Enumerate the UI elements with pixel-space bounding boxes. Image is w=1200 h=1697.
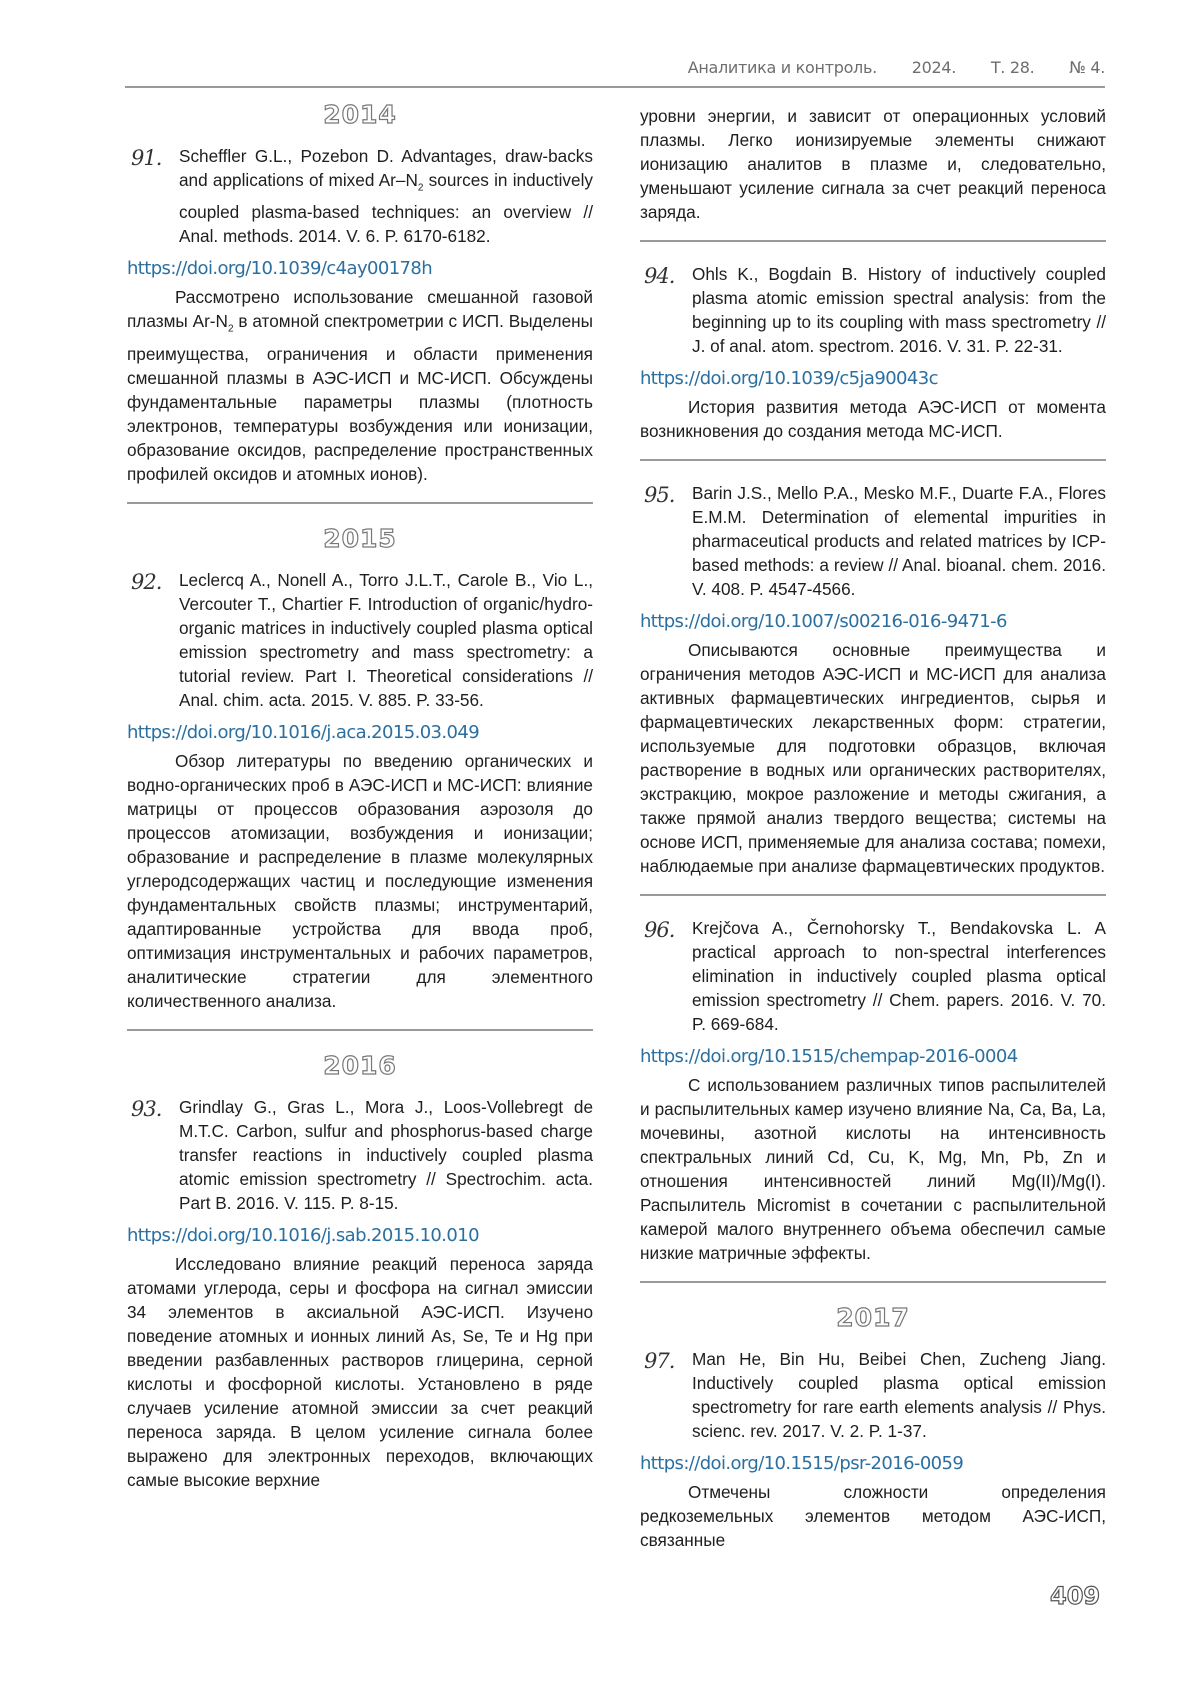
reference-citation: Ohls K., Bogdain B. History of inductively coupled plasma atomic emission spectral analysis: from the beginning up to its coupling with mass spectrometry // J. of anal. atom. spectrom. 2016. V. 31. P. 22-31. bbox=[692, 264, 1106, 356]
year-heading-2015: 2015 bbox=[323, 523, 397, 553]
running-header bbox=[125, 56, 1105, 88]
reference-abstract: Отмечены сложности определения редкоземельных элементов методом АЭС-ИСП, связанные bbox=[640, 1482, 1106, 1550]
page-number: 409 bbox=[1050, 1582, 1101, 1610]
reference-abstract: Описываются основные преимущества и ограничения методов АЭС-ИСП и МС-ИСП для анализа активных фармацевтических ингредиентов, сырья и фармацевтических лекарственных форм: стратегии, используемые для подготовки образцов, включая растворение в водных или органических растворителях, экстракцию, мокрое разложение и методы сжигания, а также прямой анализ твердого вещества; системы на основе ИСП, применяемые для анализа состава; помехи, наблюдаемые при анализе фармацевтических продуктов. bbox=[640, 640, 1106, 876]
subscript: 2 bbox=[417, 182, 424, 194]
journal-issue: № 4. bbox=[1069, 58, 1105, 77]
subscript: 2 bbox=[227, 323, 234, 335]
journal-volume: Т. 28. bbox=[990, 58, 1035, 77]
reference-citation bbox=[179, 144, 593, 248]
reference-entry-94 bbox=[640, 262, 1106, 358]
reference-number: 95. bbox=[644, 483, 675, 507]
doi-link[interactable]: https://doi.org/10.1515/chempap-2016-0004 bbox=[640, 1046, 1018, 1067]
reference-number: 97. bbox=[644, 1349, 675, 1373]
reference-number: 92. bbox=[131, 569, 162, 594]
doi-link[interactable]: https://doi.org/10.1039/c5ja90043c bbox=[640, 368, 938, 389]
reference-number: 94. bbox=[644, 264, 675, 288]
reference-citation: Man He, Bin Hu, Beibei Chen, Zucheng Jiang. Inductively coupled plasma optical emission spectrometry for rare earth elements analysis // Phys. scienc. rev. 2017. V. 2. P. 1-37. bbox=[692, 1349, 1106, 1441]
year-heading-2016: 2016 bbox=[323, 1050, 397, 1080]
divider bbox=[640, 894, 1106, 896]
divider bbox=[640, 459, 1106, 461]
reference-abstract-continuation: уровни энергии, и зависит от операционных условий плазмы. Легко ионизируемые элементы снижают ионизацию аналитов в плазме и, следовательно, уменьшают усиление сигнала за счет реакций переноса заряда. bbox=[640, 106, 1106, 222]
reference-abstract bbox=[127, 285, 593, 485]
reference-entry-92 bbox=[127, 568, 593, 712]
doi-link[interactable]: https://doi.org/10.1515/psr-2016-0059 bbox=[640, 1453, 964, 1474]
doi-link[interactable]: https://doi.org/10.1039/c4ay00178h bbox=[127, 258, 433, 280]
reference-entry-96 bbox=[640, 916, 1106, 1036]
reference-entry-97 bbox=[640, 1347, 1106, 1443]
reference-number: 91. bbox=[131, 146, 162, 170]
reference-citation: Grindlay G., Gras L., Mora J., Loos-Vollebregt de M.T.C. Carbon, sulfur and phosphorus-based charge transfer reactions in inductively coupled plasma atomic emission spectrometry // Spectrochim. acta. Part B. 2016. V. 115. P. 8-15. bbox=[179, 1096, 593, 1213]
reference-entry-91 bbox=[127, 144, 593, 248]
reference-entry-95 bbox=[640, 481, 1106, 601]
reference-abstract: С использованием различных типов распылителей и распылительных камер изучено влияние Na, Ca, Ba, La, мочевины, азотной кислоты на интенсивность спектральных линий Cd, Cu, K, Mg, Mn, Pb, Zn и отношения интенсивностей линий Mg(II)/Mg(I). Распылитель Micromist в сочетании с распылительной камерой малого внутреннего объема обеспечил самые низкие матричные эффекты. bbox=[640, 1075, 1106, 1263]
doi-link[interactable]: https://doi.org/10.1016/j.aca.2015.03.049 bbox=[127, 721, 480, 743]
divider bbox=[640, 240, 1106, 242]
reference-abstract: Исследовано влияние реакций переноса заряда атомами углерода, серы и фосфора на сигнал эмиссии 34 элементов в аксиальной АЭС-ИСП. Изучено поведение атомных и ионных линий As, Se, Te и Hg при введении разбавленных растворов глицерина, серной кислоты и фосфорной кислоты. Установлено в ряде случаев усиление атомной эмиссии за счет реакций переноса заряда. В целом усиление сигнала более выражено для электронных переходов, включающих самые высокие верхние bbox=[127, 1253, 593, 1490]
divider bbox=[127, 502, 593, 504]
abstract-text: в атомной спектрометрии с ИСП. Выделены преимущества, ограничения и области применения смешанной плазмы в АЭС-ИСП и МС-ИСП. Обсуждены фундаментальные параметры плазмы (плотность электронов, температуры возбуждения или ионизации, образование оксидов, распределение пространственных профилей оксидов и атомных ионов). bbox=[127, 311, 593, 484]
divider bbox=[640, 1281, 1106, 1283]
reference-abstract: Обзор литературы по введению органических и водно-органических проб в АЭС-ИСП и МС-ИСП: влияние матрицы от процессов образования аэрозоля до процессов атомизации, возбуждения и ионизации; образование и распределение в плазме молекулярных углеродсодержащих частиц и последующие изменения фундаментальных свойств плазмы; инструментарий, адаптированные устройства для ввода проб, оптимизация инструментальных и рабочих параметров, аналитические стратегии для элементного количественного анализа. bbox=[127, 750, 593, 1011]
citation-text: sources in inductively coupled plasma-based techniques: an overview // Anal. methods. 2014. V. 6. P. 6170-6182. bbox=[179, 170, 593, 247]
journal-title: Аналитика и контроль. bbox=[687, 58, 877, 77]
journal-info bbox=[658, 58, 1105, 77]
abstract-text: Рассмотрено использование смешанной газовой плазмы Ar-N bbox=[127, 287, 593, 332]
reference-number: 96. bbox=[644, 918, 675, 942]
divider bbox=[127, 1029, 593, 1031]
reference-citation: Barin J.S., Mello P.A., Mesko M.F., Duarte F.A., Flores E.M.M. Determination of elemental impurities in pharmaceutical products and related matrices by ICP-based methods: a review // Anal. bioanal. chem. 2016. V. 408. P. 4547-4566. bbox=[692, 483, 1106, 599]
left-column bbox=[127, 100, 593, 1492]
journal-year: 2024. bbox=[911, 58, 957, 77]
right-column bbox=[640, 104, 1106, 1552]
year-heading-2014: 2014 bbox=[323, 100, 397, 129]
doi-link[interactable]: https://doi.org/10.1007/s00216-016-9471-6 bbox=[640, 611, 1007, 632]
reference-citation: Krejčova A., Černohorsky T., Bendakovska L. A practical approach to non-spectral interferences elimination in inductively coupled plasma optical emission spectrometry // Chem. papers. 2016. V. 70. P. 669-684. bbox=[692, 918, 1106, 1034]
doi-link[interactable]: https://doi.org/10.1016/j.sab.2015.10.010 bbox=[127, 1224, 479, 1246]
reference-abstract: История развития метода АЭС-ИСП от момента возникновения до создания метода МС-ИСП. bbox=[640, 397, 1106, 441]
year-heading-2017: 2017 bbox=[836, 1303, 910, 1332]
reference-entry-93 bbox=[127, 1095, 593, 1215]
reference-number: 93. bbox=[131, 1096, 162, 1121]
citation-text: Scheffler G.L., Pozebon D. Advantages, draw-backs and applications of mixed Ar–N bbox=[179, 146, 593, 190]
reference-citation: Leclercq A., Nonell A., Torro J.L.T., Carole B., Vio L., Vercouter T., Chartier F. Introduction of organic/hydro-organic matrices in inductively coupled plasma optical emission spectrometry and mass spectrometry: a tutorial review. Part I. Theoretical considerations // Anal. chim. acta. 2015. V. 885. P. 33-56. bbox=[179, 569, 593, 710]
